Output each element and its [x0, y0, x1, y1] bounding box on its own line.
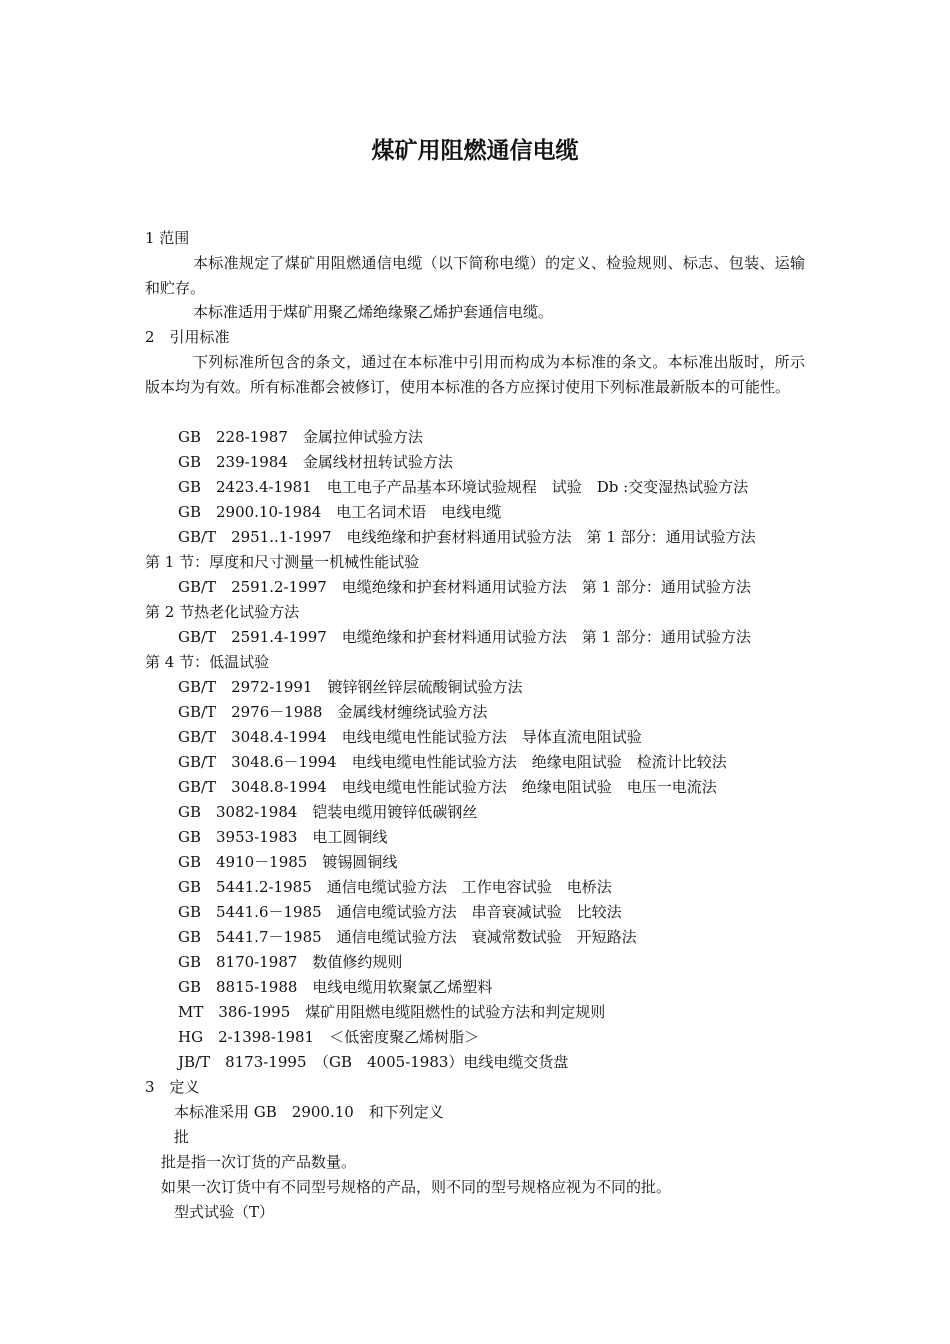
reference-item: GB 2900.10-1984 电工名词术语 电线电缆 — [178, 503, 502, 521]
definition-term: 批 — [174, 1128, 190, 1146]
section-3-line: 本标准采用 GB 2900.10 和下列定义 — [174, 1103, 444, 1121]
reference-item: GB/T 3048.8-1994 电线电缆电性能试验方法 绝缘电阻试验 电压一电流法 — [178, 778, 717, 796]
reference-item: GB/T 3048.4-1994 电线电缆电性能试验方法 导体直流电阻试验 — [178, 728, 642, 746]
reference-item: GB/T 2976－1988 金属线材缠绕试验方法 — [178, 703, 488, 721]
section-1-paragraph-1: 本标准规定了煤矿用阻燃通信电缆（以下简称电缆）的定义、检验规则、标志、包装、运输和贮存。 — [145, 254, 805, 297]
definition-term: 型式试验（T） — [174, 1203, 275, 1221]
reference-item: GB 5441.6－1985 通信电缆试验方法 串音衰减试验 比较法 — [178, 903, 622, 921]
definition-text: 批是指一次订货的产品数量。 — [161, 1153, 357, 1171]
reference-item: MT 386-1995 煤矿用阻燃电缆阻燃性的试验方法和判定规则 — [178, 1003, 606, 1021]
reference-item: GB 228-1987 金属拉伸试验方法 — [178, 428, 423, 446]
reference-item: GB 5441.7－1985 通信电缆试验方法 衰减常数试验 开短路法 — [178, 928, 637, 946]
reference-item: GB/T 2591.2-1997 电缆绝缘和护套材料通用试验方法 第 1 部分：通用试验方法 — [178, 578, 751, 596]
reference-item: GB/T 2951..1-1997 电线绝缘和护套材料通用试验方法 第 1 部分：通用试验方法 — [178, 528, 756, 546]
section-2-paragraph-1: 下列标准所包含的条文，通过在本标准中引用而构成为本标准的条文。本标准出版时，所示版本均为有效。所有标准都会被修订，使用本标准的各方应探讨使用下列标准最新版本的可能性。 — [145, 353, 805, 396]
reference-item: GB/T 2972-1991 镀锌钢丝锌层硫酸铜试验方法 — [178, 678, 523, 696]
reference-item: GB 4910－1985 镀锡圆铜线 — [178, 853, 398, 871]
reference-item: GB 3082-1984 铠装电缆用镀锌低碳钢丝 — [178, 803, 478, 821]
reference-item: JB/T 8173-1995 （GB 4005-1983）电线电缆交货盘 — [178, 1053, 569, 1071]
reference-item: GB/T 2591.4-1997 电缆绝缘和护套材料通用试验方法 第 1 部分：通用试验方法 — [178, 628, 751, 646]
reference-item: GB 8170-1987 数值修约规则 — [178, 953, 403, 971]
reference-item: HG 2-1398-1981 ＜低密度聚乙烯树脂＞ — [178, 1028, 480, 1046]
section-1-paragraph-2: 本标准适用于煤矿用聚乙烯绝缘聚乙烯护套通信电缆。 — [193, 303, 554, 321]
reference-item: GB 239-1984 金属线材扭转试验方法 — [178, 453, 453, 471]
section-1-heading: 1 范围 — [145, 229, 190, 247]
reference-item: GB 5441.2-1985 通信电缆试验方法 工作电容试验 电桥法 — [178, 878, 612, 896]
reference-item: GB 2423.4-1981 电工电子产品基本环境试验规程 试验 Db :交变湿热试验方法 — [178, 478, 749, 496]
reference-item: GB/T 3048.6－1994 电线电缆电性能试验方法 绝缘电阻试验 检流计比较法 — [178, 753, 727, 771]
section-2-heading: 2 引用标准 — [145, 328, 230, 346]
definition-text: 如果一次订货中有不同型号规格的产品，则不同的型号规格应视为不同的批。 — [161, 1178, 672, 1196]
document-title: 煤矿用阻燃通信电缆 — [371, 138, 579, 164]
reference-item-continued: 第 4 节：低温试验 — [145, 653, 270, 671]
section-3-heading: 3 定义 — [145, 1078, 200, 1096]
reference-item-continued: 第 2 节热老化试验方法 — [145, 603, 300, 621]
reference-item-continued: 第 1 节：厚度和尺寸测量一机械性能试验 — [145, 553, 420, 571]
reference-item: GB 8815-1988 电线电缆用软聚氯乙烯塑料 — [178, 978, 493, 996]
reference-item: GB 3953-1983 电工圆铜线 — [178, 828, 388, 846]
